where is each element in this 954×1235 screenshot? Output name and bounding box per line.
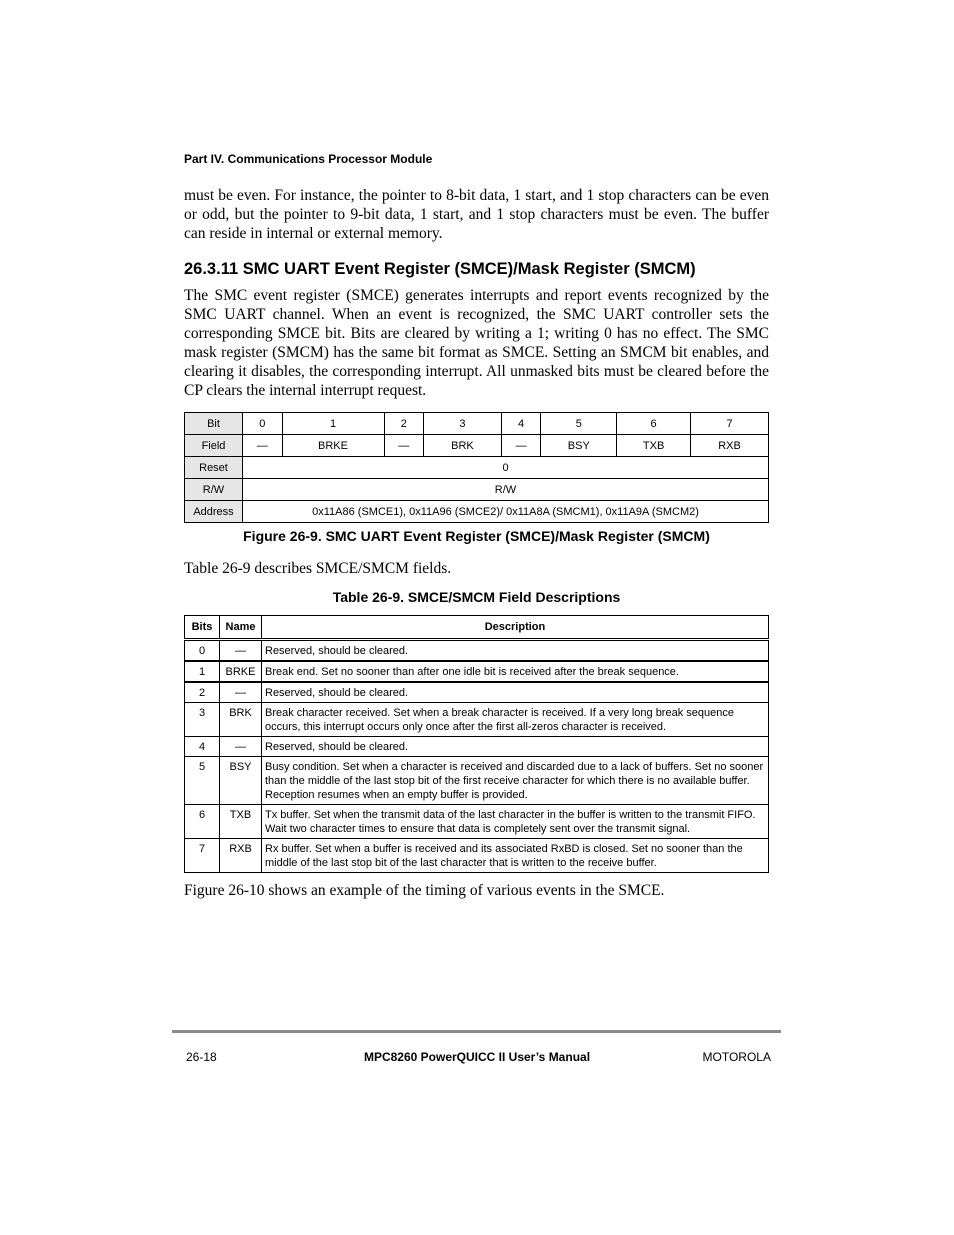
address-row: [185, 501, 769, 523]
row-name: RXB: [220, 839, 262, 873]
bit-number: 2: [384, 413, 424, 435]
table-caption: Table 26-9. SMCE/SMCM Field Descriptions: [332, 589, 621, 605]
table-row: [185, 737, 769, 757]
row-description: Reserved, should be cleared.: [262, 640, 769, 662]
table-row: [185, 703, 769, 737]
intro-paragraph: must be even. For instance, the pointer to 8-bit data, 1 start, and 1 stop characters can be even or odd, but the pointer to 9-bit data, 1 start, and 1 stop characters must be even. The buffer can reside in internal or external memory.: [184, 187, 769, 242]
bit-number: 0: [243, 413, 283, 435]
table-row: [185, 682, 769, 703]
bit-number: 5: [541, 413, 617, 435]
rw-label: R/W: [185, 479, 243, 501]
row-bits: 5: [185, 757, 220, 805]
manual-title: MPC8260 PowerQUICC II User’s Manual: [363, 1050, 591, 1064]
field-name: BRKE: [282, 435, 384, 457]
bit-row: [185, 413, 769, 435]
row-description: Reserved, should be cleared.: [262, 682, 769, 703]
field-row: [185, 435, 769, 457]
row-description: Busy condition. Set when a character is received and discarded due to a lack of buffers. Set no sooner than the middle of the last stop bit of the first receive character for which there is no available buffer. Reception resumes when an empty buffer is provided.: [262, 757, 769, 805]
rw-value: R/W: [243, 479, 769, 501]
table-row: [185, 757, 769, 805]
row-name: BRK: [220, 703, 262, 737]
closing-paragraph: Figure 26-10 shows an example of the timing of various events in the SMCE.: [184, 882, 665, 899]
address-value: 0x11A86 (SMCE1), 0x11A96 (SMCE2)/ 0x11A8A (SMCM1), 0x11A9A (SMCM2): [243, 501, 769, 523]
column-header-bits: Bits: [185, 616, 220, 640]
register-diagram: [184, 412, 769, 523]
reset-row: [185, 457, 769, 479]
row-bits: 2: [185, 682, 220, 703]
row-bits: 6: [185, 805, 220, 839]
table-header-row: [185, 616, 769, 640]
figure-caption: Figure 26-9. SMC UART Event Register (SMCE)/Mask Register (SMCM): [243, 528, 710, 544]
bit-number: 6: [617, 413, 691, 435]
row-name: —: [220, 737, 262, 757]
section-paragraph: The SMC event register (SMCE) generates interrupts and report events recognized by the SMC UART channel. When an event is recognized, the SMC UART controller sets the corresponding SMCE bit. Bits are cleared by writing a 1; writing 0 has no effect. The SMC mask register (SMCM) has the same bit format as SMCE. Setting an SMCM bit enables, and clearing it disables, the corresponding interrupt. All unmasked bits must be cleared before the CP clears the internal interrupt request.: [184, 287, 769, 399]
rw-row: [185, 479, 769, 501]
row-name: BSY: [220, 757, 262, 805]
table-reference-paragraph: Table 26-9 describes SMCE/SMCM fields.: [184, 560, 452, 577]
field-name: RXB: [691, 435, 769, 457]
row-description: Tx buffer. Set when the transmit data of the last character in the buffer is written to the transmit FIFO. Wait two character times to ensure that data is completely sent over the transmit signal.: [262, 805, 769, 839]
reset-label: Reset: [185, 457, 243, 479]
footer-rule: [172, 1030, 781, 1033]
row-name: —: [220, 640, 262, 662]
bit-number: 1: [282, 413, 384, 435]
column-header-name: Name: [220, 616, 262, 640]
field-name: TXB: [617, 435, 691, 457]
row-bits: 3: [185, 703, 220, 737]
address-label: Address: [185, 501, 243, 523]
field-name: BSY: [541, 435, 617, 457]
row-bits: 1: [185, 661, 220, 682]
reset-value: 0: [243, 457, 769, 479]
table-row: [185, 640, 769, 662]
row-name: TXB: [220, 805, 262, 839]
row-name: —: [220, 682, 262, 703]
row-name: BRKE: [220, 661, 262, 682]
row-description: Break end. Set no sooner than after one idle bit is received after the break sequence.: [262, 661, 769, 682]
row-description: Reserved, should be cleared.: [262, 737, 769, 757]
field-description-table: [184, 615, 769, 873]
running-header: Part IV. Communications Processor Module: [184, 152, 433, 166]
field-name: —: [501, 435, 541, 457]
row-bits: 4: [185, 737, 220, 757]
field-name: BRK: [424, 435, 502, 457]
table-row: [185, 661, 769, 682]
row-bits: 7: [185, 839, 220, 873]
row-description: Break character received. Set when a break character is received. If a very long break sequence occurs, this interrupt occurs only once after the first all-zeros character is received.: [262, 703, 769, 737]
row-bits: 0: [185, 640, 220, 662]
bit-number: 4: [501, 413, 541, 435]
bit-number: 7: [691, 413, 769, 435]
company-name: MOTOROLA: [702, 1050, 771, 1064]
page-number: 26-18: [186, 1050, 217, 1064]
table-row: [185, 805, 769, 839]
field-label: Field: [185, 435, 243, 457]
bit-number: 3: [424, 413, 502, 435]
section-heading: 26.3.11 SMC UART Event Register (SMCE)/Mask Register (SMCM): [184, 260, 696, 278]
field-name: —: [384, 435, 424, 457]
row-description: Rx buffer. Set when a buffer is received and its associated RxBD is closed. Set no sooner than the middle of the last stop bit of the last character that is written to the receive buffer.: [262, 839, 769, 873]
column-header-description: Description: [262, 616, 769, 640]
bit-label: Bit: [185, 413, 243, 435]
table-row: [185, 839, 769, 873]
field-name: —: [243, 435, 283, 457]
